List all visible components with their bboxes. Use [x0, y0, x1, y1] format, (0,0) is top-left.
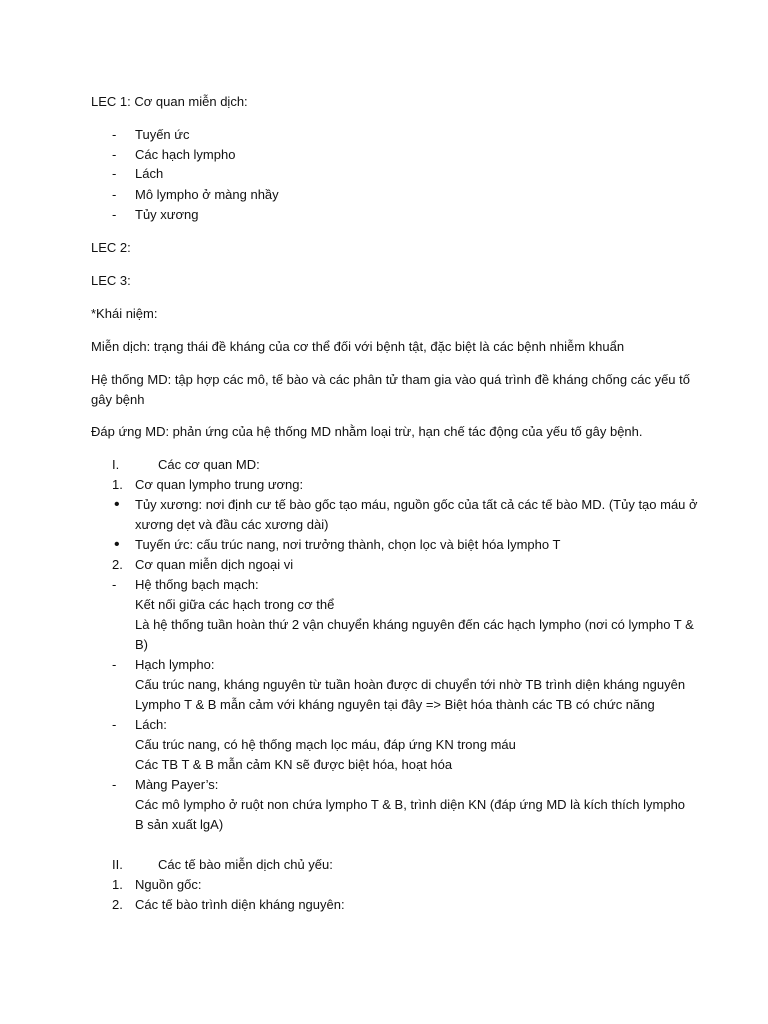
item-text: Cơ quan lympho trung ương: [135, 477, 304, 492]
dash-text: Hạch lympho: Cấu trúc nang, kháng nguyên từ tuần hoàn được di chuyển tới nhờ TB trình diện kháng nguyên Lympho T & B mẫn cảm với kháng nguyên tại đây => Biệt hóa thành các TB có chức năng [135, 657, 686, 712]
list-item-text: Tuyến ức [135, 127, 190, 142]
item-number: 2. [112, 557, 123, 572]
list-dash: - [112, 207, 117, 222]
roman-numeral: II. [112, 857, 123, 872]
bullet-text: Tuyến ức: cấu trúc nang, nơi trưởng thành, chọn lọc và biệt hóa lympho T [135, 537, 561, 552]
dap-ung-md-definition: Đáp ứng MD: phản ứng của hệ thống MD nhằm loại trừ, hạn chế tác động của yếu tố gây bệnh. [91, 424, 643, 439]
list-dash: - [112, 657, 117, 672]
lec1-heading: LEC 1: Cơ quan miễn dịch: [91, 94, 248, 109]
list-dash: - [112, 147, 117, 162]
list-item-text: Mô lympho ở màng nhầy [135, 187, 279, 202]
section-title: Các tế bào miễn dịch chủ yếu: [158, 857, 333, 872]
item-number: 1. [112, 877, 123, 892]
item-text: Cơ quan miễn dịch ngoại vi [135, 557, 294, 572]
mien-dich-definition: Miễn dịch: trạng thái đề kháng của cơ thể đối với bệnh tật, đặc biệt là các bệnh nhiễm khuẩn [91, 339, 625, 354]
list-dash: - [112, 577, 117, 592]
list-item-text: Lách [135, 166, 164, 181]
item-number: 2. [112, 897, 123, 912]
list-dash: - [112, 717, 117, 732]
roman-numeral: I. [112, 457, 120, 472]
list-dash: - [112, 187, 117, 202]
item-text: Nguồn gốc: [135, 877, 202, 892]
list-item-text: Tủy xương [135, 207, 199, 222]
list-dash: - [112, 777, 117, 792]
bullet-text: Tủy xương: nơi định cư tế bào gốc tạo máu, nguồn gốc của tất cả các tế bào MD. (Tủy tạo máu ở xương dẹt và đầu các xương dài) [135, 497, 698, 532]
list-dash: - [112, 127, 117, 142]
dash-text: Lách: Cấu trúc nang, có hệ thống mạch lọc máu, đáp ứng KN trong máu Các TB T & B mẫn cảm KN sẽ được biệt hóa, hoạt hóa [135, 717, 516, 772]
section-title: Các cơ quan MD: [158, 457, 260, 472]
dash-text: Hệ thống bạch mạch: Kết nối giữa các hạch trong cơ thể Là hệ thống tuần hoàn thứ 2 vận chuyển kháng nguyên đến các hạch lympho (nơi có lympho T & B) [135, 577, 694, 652]
list-dash: - [112, 166, 117, 181]
lec3-heading: LEC 3: [91, 273, 131, 288]
item-number: 1. [112, 477, 123, 492]
list-item-text: Các hạch lympho [135, 147, 236, 162]
bullet-icon: • [114, 536, 120, 553]
lec2-heading: LEC 2: [91, 240, 131, 255]
item-text: Các tế bào trình diện kháng nguyên: [135, 897, 345, 912]
dash-text: Màng Payer’s: Các mô lympho ở ruột non chứa lympho T & B, trình diện KN (đáp ứng MD là kích thích lympho B sản xuất lgA) [135, 777, 686, 832]
bullet-icon: • [114, 496, 120, 513]
khai-niem-heading: *Khái niệm: [91, 306, 158, 321]
he-thong-md-definition: Hệ thống MD: tập hợp các mô, tế bào và các phân tử tham gia vào quá trình đề kháng chống các yếu tố gây bệnh [91, 372, 690, 407]
